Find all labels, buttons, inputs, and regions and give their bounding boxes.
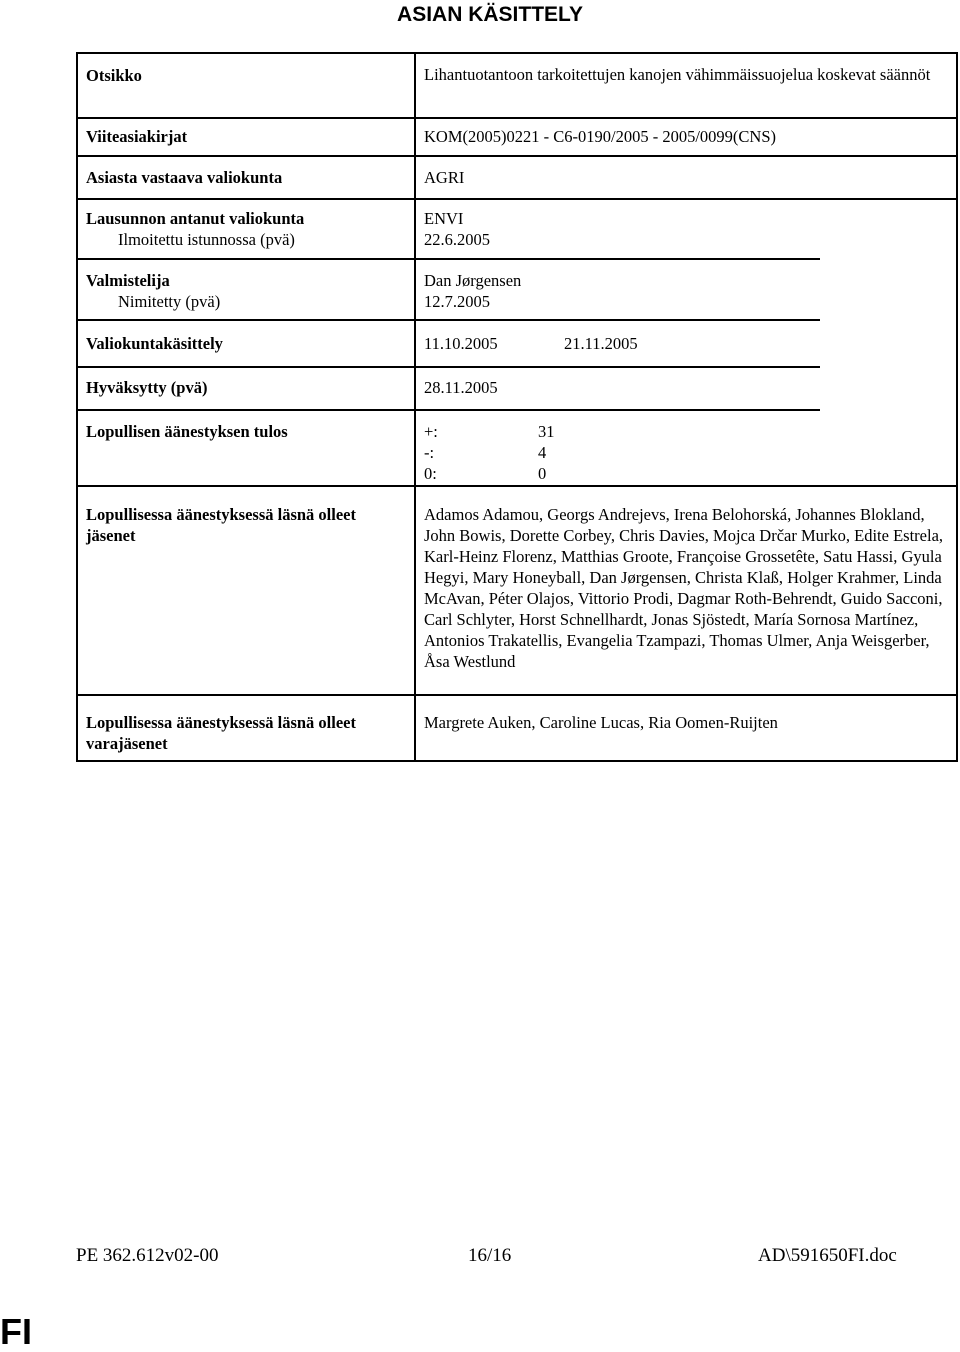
final-vote-label: Lopullisen äänestyksen tulos (86, 422, 288, 441)
vote-count-for: 31 (538, 422, 555, 441)
row-divider (78, 258, 820, 260)
row-divider (78, 366, 820, 368)
substitutes-present-list: Margrete Auken, Caroline Lucas, Ria Oomen-Ruijten (424, 713, 778, 732)
announced-date-label: Ilmoitettu istunnossa (pvä) (118, 230, 295, 249)
footer-reference: PE 362.612v02-00 (76, 1245, 219, 1266)
reference-docs-value: KOM(2005)0221 - C6-0190/2005 - 2005/0099(CNS) (424, 127, 776, 146)
vote-sign-abstain: 0: (424, 464, 437, 483)
row-divider (78, 198, 956, 200)
opinion-committee-label: Lausunnon antanut valiokunta (86, 209, 305, 228)
adopted-date-value: 28.11.2005 (424, 378, 498, 397)
language-code: FI (0, 1311, 32, 1352)
adopted-date-label: Hyväksytty (pvä) (86, 378, 208, 397)
appointed-date-value: 12.7.2005 (424, 292, 490, 311)
members-present-list: Adamos Adamou, Georgs Andrejevs, Irena Belohorská, Johannes Blokland, John Bowis, Dorette Corbey, Chris Davies, Mojca Drčar Murko, Edite Estrela, Karl-Heinz Florenz, Matthias Groote, Françoise Grossetête, Satu Hassi, Gyula Hegyi, Mary Honeyball, Dan Jørgensen, Christa Klaß, Holger Krahmer, Linda McAvan, Péter Olajos, Vittorio Prodi, Dagmar Roth-Behrendt, Guido Sacconi, Carl Schlyter, Horst Schnellhardt, Jonas Sjöstedt, María Sornosa Martínez, Antonios Trakatellis, Evangelia Tzampazi, Thomas Ulmer, Anja Weisgerber, Åsa Westlund (424, 505, 944, 671)
vote-sign-against: -: (424, 443, 435, 462)
procedure-table (76, 52, 958, 762)
rapporteur-label: Valmistelija (86, 271, 170, 290)
responsible-committee-value: AGRI (424, 168, 465, 187)
column-divider (414, 54, 416, 760)
row-divider (78, 694, 956, 696)
title-value: Lihantuotantoon tarkoitettujen kanojen vähimmäissuojelua koskevat säännöt (424, 65, 931, 84)
opinion-committee-value: ENVI (424, 209, 464, 228)
vote-sign-for: +: (424, 422, 438, 441)
committee-discussion-label: Valiokuntakäsittely (86, 334, 223, 353)
title-label: Otsikko (86, 66, 142, 85)
row-divider (78, 409, 820, 411)
footer-filename: AD\591650FI.doc (758, 1245, 897, 1266)
reference-docs-label: Viiteasiakirjat (86, 127, 188, 146)
rapporteur-value: Dan Jørgensen (424, 271, 522, 290)
vote-count-abstain: 0 (538, 464, 547, 483)
row-divider (78, 319, 820, 321)
page-title: ASIAN KÄSITTELY (397, 3, 583, 26)
substitutes-present-label: Lopullisessa äänestyksessä läsnä olleet varajäsenet (86, 713, 356, 753)
responsible-committee-label: Asiasta vastaava valiokunta (86, 168, 283, 187)
footer-page-number: 16/16 (468, 1245, 512, 1266)
row-divider (78, 485, 956, 487)
announced-date-value: 22.6.2005 (424, 230, 490, 249)
row-divider (78, 117, 956, 119)
appointed-date-label: Nimitetty (pvä) (118, 292, 221, 311)
vote-count-against: 4 (538, 443, 547, 462)
members-present-label: Lopullisessa äänestyksessä läsnä olleet jäsenet (86, 505, 356, 545)
committee-discussion-date-1: 11.10.2005 (424, 334, 498, 353)
row-divider (78, 155, 956, 157)
committee-discussion-date-2: 21.11.2005 (564, 334, 638, 353)
